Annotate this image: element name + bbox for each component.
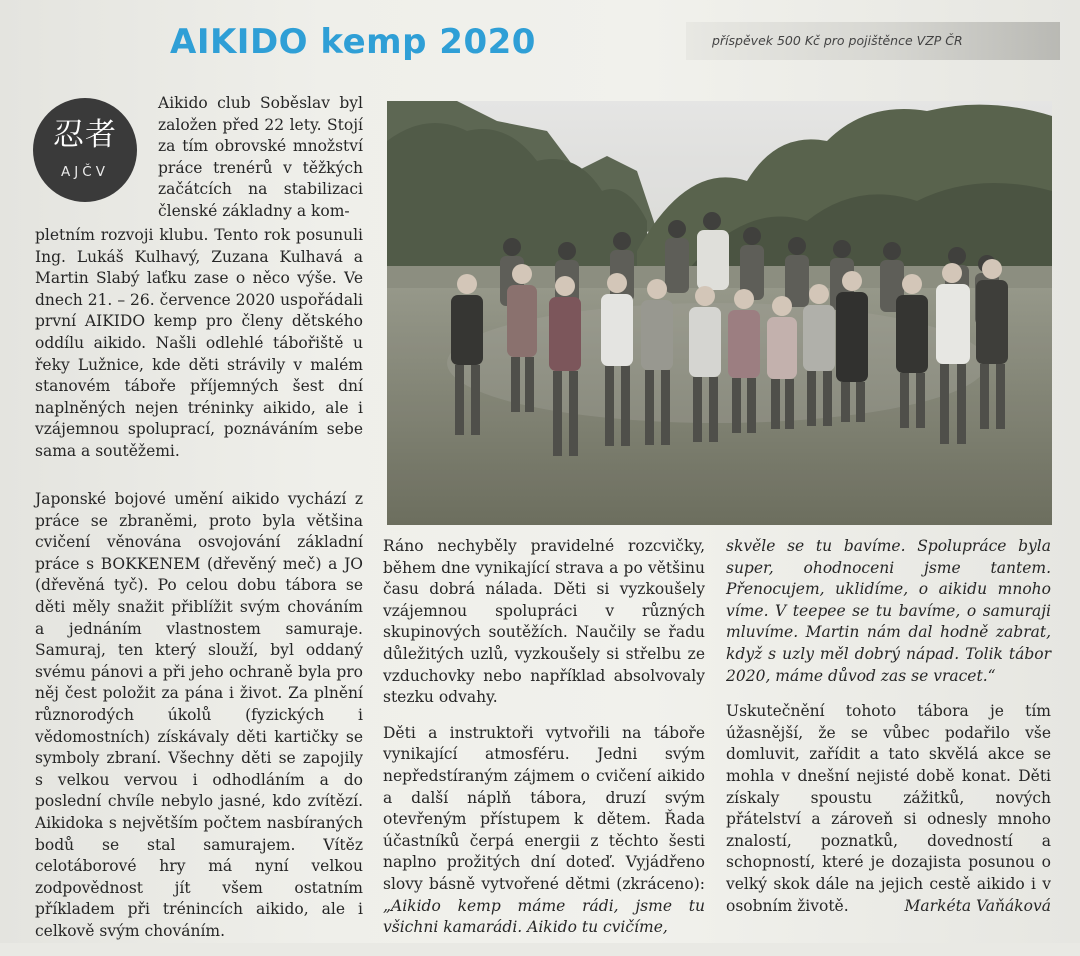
paragraph-conclusion	[726, 701, 1051, 917]
poem-end: skvěle se tu bavíme. Spolupráce byla super, ohodnoceni jsme tantem. Přenocujem, uklidíme, o aikidu mnoho víme. V teepee se tu bavíme, o samuraji mluvíme. Martin nám dal hodně zabrat, když s uzly měl dobrý nápad. Tolik tábor 2020, máme důvod zas se vracet.“	[726, 537, 1051, 685]
conclusion-text: Uskutečnění tohoto tábora je tím úžasnější, že se vůbec podařilo vše domluvit, zařídit a tato skvělá akce se mohla v dnešní nejisté době konat. Děti získaly spoustu zážitků, nových přátelství a zároveň si odnesly mnoho znalostí, poznatků, dovedností a schopností, které je dozajista posunou o velký skok dále na jejich cestě aikido i v osobním životě.	[726, 702, 1051, 915]
column-2	[383, 536, 705, 953]
paragraph-atmosphere	[383, 723, 705, 939]
column-1-intro	[158, 93, 363, 237]
article-title: AIKIDO kemp 2020	[170, 22, 536, 62]
poem-start: „Aikido kemp máme rádi, jsme tu všichni kamarádi. Aikido tu cvičíme,	[383, 896, 705, 937]
atmosphere-text: Děti a instruktoři vytvořili na táboře vynikající atmosféru. Jedni svým nepředstíraným zájmem o cvičení aikido a další náplň tábora, druzí svým otevřeným přístupem k dětem. Řada účastníků čerpá energii z těchto šesti naplno prožitých dní doteď. Vyjádřeno slovy básně vytvořené dětmi (zkráceno):	[383, 723, 705, 893]
logo-kanji: 忍者	[53, 117, 117, 153]
group-photo	[387, 101, 1052, 525]
paragraph-activities: Ráno nechyběly pravidelné rozcvičky, během dne vynikající strava a po většinu času dobrá nálada. Děti si vyzkoušely vzájemnou spolupráci v různých skupinových soutěžích. Naučily se řadu důležitých uzlů, vyzkoušely si střelbu ze vzduchovky nebo například absolvovaly stezku odvahy.	[383, 537, 705, 707]
logo-text: AJČV	[61, 164, 109, 180]
article-author: Markéta Vaňáková	[904, 896, 1051, 915]
ajcv-logo	[33, 98, 137, 202]
photo-illustration	[387, 101, 1052, 525]
paragraph-weapons: Japonské bojové umění aikido vychází z práce se zbraněmi, proto byla většina cvičení věnována osvojování základní práce s BOKKENEM (dřevěný meč) a JO (dřevěná tyč). Po celou dobu tábora se děti měly snažit přiblížit svým chováním a jednáním vlastnostem samuraje. Samuraj, ten který slouží, byl oddaný svému pánovi a při jeho ochraně byla pro něj čest položit za pána i život. Za plnění různorodých úkolů (fyzických i vědomostních) získávaly děti kartičky se symboly zbraní. Všechny děti se zapojily s velkou vervou i odhodláním a do poslední chvíle nebylo jasné, kdo zvítězí. Aikidoka s největším počtem nasbíraných bodů se stal samurajem. Vítěz celotáborové hry má nyní velkou zodpovědnost jít všem ostatním příkladem při trénincích aikido, ale i celkově svým chováním.	[35, 490, 363, 940]
column-3	[726, 536, 1051, 931]
column-1-intro-continued	[35, 225, 363, 477]
banner-text: příspěvek 500 Kč pro pojištěnce VZP ČR	[712, 33, 963, 48]
intro-paragraph-continued: pletním rozvoji klubu. Tento rok posunuli Ing. Lukáš Kulhavý, Zuzana Kulhavá a Martin Slabý laťku zase o něco výše. Ve dnech 21. – 26. července 2020 uspořádali první AIKIDO kemp pro členy dětského oddílu aikido. Našli odlehlé tábořiště u řeky Lužnice, kde děti strávily v malém stanovém táboře příjemných šest dní naplněných nejen tréninky aikido, ale i vzájemnou spoluprací, poznáváním sebe sama a soutěžemi.	[35, 226, 363, 460]
header-banner	[686, 22, 1060, 60]
column-1-body	[35, 489, 363, 956]
intro-paragraph: Aikido club Soběslav byl založen před 22 lety. Stojí za tím obrovské množství práce trenérů v těžkých začátcích na stabilizaci členské základny a kom-	[158, 94, 363, 220]
